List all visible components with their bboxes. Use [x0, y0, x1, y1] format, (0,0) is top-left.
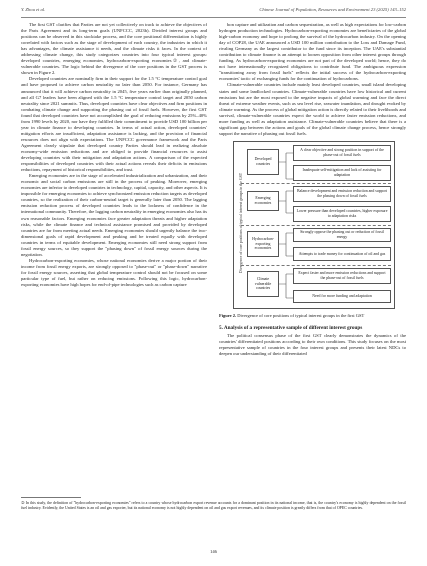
position-box: Attempts to trade money for continuation of oil and gas — [293, 247, 391, 261]
group-climate-vulnerable-countries: Climate vulnerable countries — [247, 271, 279, 297]
connector — [279, 185, 293, 221]
position-box: Inadequate self-mitigation and lack of assisting for adaptation — [293, 165, 391, 181]
position-box: Balance development and emission reduction and support the phasing down of fossil fuels — [293, 186, 391, 202]
body-paragraph: Developed countries are nominally firm in their support for the 1.5 °C temperature control goal and have proposed to achieve carbon neutrality no later than 2050. For instance, Germany has announced that it will achieve carbon neutrality in 2045, five years earlier than originally planned, and all G7 leaders have been aligned with the 1.5 °C temperature control target and 2050 carbon neutrality since 2021 summits. Thus, developed countries have clear objectives and firm positions in combating climate change and supporting the phasing out of fossil fuels. However, the first GST found that developed countries have not accomplished the goal of reducing emissions by 25%–40% from 1990 levels by 2020, nor have they fulfilled their commitment to provide USD 100 billion per year in climate finance to developing countries. In terms of actual action, developed countries' mitigation efforts are insufficient, adaptation assistance is lacking, and the provision of financial resources does not align with expectations. The UNFCCC governance framework and the Paris Agreement clearly stipulate that developed country Parties should lead in realizing absolute economy-wide emission reductions and are obliged to provide financial resources to assist developing countries with their mitigation and adaptation actions. A comparison of the expected responsibilities of developed countries with their actual actions reveals their deficits in emissions reductions, repayment of historical responsibilities, and trust. — [21, 76, 207, 173]
position-box: Need for more funding and adaptation — [293, 290, 391, 303]
footnote-rule — [21, 497, 81, 498]
running-head — [21, 7, 406, 16]
body-paragraph: Hydrocarbon-exporting economies, whose national economies derive a major portion of their income from fossil energy exports, are strongly opposed to "phase-out" or "phase-down" narrative for fossil energy sources, asserting that global temperature control should not be focused on some particular type of fuel, but rather on reducing emissions. Following this logic, hydrocarbon-exporting economies have high hopes for end-of-pipe technologies such as carbon capture — [21, 257, 207, 288]
figure-caption — [219, 313, 406, 319]
group-hydrocarbon-exporting-economies: Hydrocarbon-exporting economies — [247, 231, 279, 257]
left-column — [21, 22, 207, 492]
connector — [279, 149, 293, 185]
caption-text: Divergence of core positions of typical interest groups in the first GST — [237, 312, 365, 318]
group-emerging-economies: Emerging economies — [247, 191, 279, 211]
figure-2 — [233, 141, 395, 309]
position-box: A clear objective and strong position in support of the phase-out of fossil fuels — [293, 145, 391, 161]
section-heading: 5. Analysis of a representative sample of different interest groups — [219, 324, 363, 331]
group-separator — [241, 183, 391, 184]
footnote: ② In this study, the definition of "hydrocarbon-exporting economies" refers to a country whose hydrocarbon export revenue accounts for a dominant position in its national income, that is, the country's economy is highly dependent on the fossil fuel industry. Evidently, the United States is an oil and gas exporter, but its national economy is not highly dependent on oil and gas export revenues, and its climate position is greatly differs from that of OPEC countries. — [21, 501, 406, 510]
body-paragraph: Emerging economies are in the stage of accelerated industrialization and urbanization, and their economic and social carbon emissions are still in the process of peaking. Moreover, emerging economies are inferior to developed countries in technology, capital, capacity, and other aspects. It is impossible for emerging economies to achieve synchronized emission reduction targets as developed countries, so the realization of their carbon-neutral target is generally later than 2050. The lagging emission reduction process of developed countries leads to the lockness of confidence in the international community. Therefore, the lagging carbon neutrality in emerging economies also has its own reasonable factors. Emerging economies face greater adaptation threats and higher adaptation risks, while the climate finance and technical assistance promised and provided by developed countries are far from meeting actual needs. Emerging economies should urgently balance the two-dimensional goals of rapid development and peaking and be treated equally with developed countries in terms of equitable development. Emerging economies still need strong support from fossil energy sources, so they support the "phasing down" of fossil energy sources during the negotiation. — [21, 173, 207, 257]
body-paragraph: The political consensus phase of the first GST clearly demonstrates the dynamics of the countries' differentiated positions according to their own conditions. This study focuses on the most representative sample of countries in the four interest groups and presents their latest NDCs to deepen our understanding of their differentiated — [219, 333, 406, 357]
body-paragraph: The first GST clarifies that Parties are not yet collectively on track to achieve the objectives of the Paris Agreement and its long-term goals (UNFCCC, 2023b). Divided interest groups and positions can be observed in this stocktake process, and the core positional differentiation is highly correlated with factors such as the stage of development of each country, the industries in which it has advantages, the climate assistance it needs, and the climate risks it faces. In the context of addressing climate change, this study categorizes countries into four typical interest groups: developed countries, emerging economies, hydrocarbon-exporting economies②, and climate-vulnerable countries. The logic behind the divergence of the core positions in the GST process is shown in Figure 2. — [21, 22, 207, 76]
connector — [279, 267, 293, 305]
group-separator — [241, 265, 391, 266]
caption-label: Figure 2. — [219, 312, 237, 318]
connector — [279, 227, 293, 263]
page-number: 146 — [210, 549, 217, 554]
group-separator — [241, 225, 391, 226]
running-head-journal: Chinese Journal of Population, Resources and Environment 23 (2025) 143–152 — [259, 7, 406, 12]
right-column — [219, 22, 406, 492]
position-box: Strongly oppose the phasing out or reduction of fossil energy — [293, 228, 391, 242]
position-box: Expect faster and more emission reductions and support the phase-out of fossil fuels — [293, 268, 391, 284]
group-developed-countries: Developed countries — [247, 149, 279, 175]
body-paragraph: bon capture and utilization and carbon sequestration, as well as high expectations for low-carbon hydrogen production technologies. Hydrocarbon-exporting economies are beneficiaries of the global high-carbon economy and hope to prolong the survival of the hydrocarbon industry. On the opening day of COP28, the UAE announced a USD 100 million contribution to the Loss and Damage Fund, rivaling Germany as the largest contributor to the fund since its inception. The UAE's substantial contribution to climate finance is an attempt to loosen opposition from other interest groups through funding. As hydrocarbon-exporting economies are not part of the developed world; hence, they do not have internationally recognized obligations to contribute fund. The ambiguous expression "transitioning away from fossil fuels" reflects the initial success of the hydrocarbon-exporting economies' tactic of exchanging funds for the continuation of hydrocarbons. — [219, 22, 406, 82]
body-paragraph: Climate-vulnerable countries include mainly least developed countries, small island developing states and some landlocked countries. Climate-vulnerable countries have low historical and current emissions but are the most exposed to the negative impacts of global warming and face the direct threat of extreme weather events, such as sea level rise, seawater inundation, and drought evoked by climate warming. As the process of global mitigation action is directly related to their livelihoods and survival, climate-vulnerable countries expect the world to achieve faster emission reductions, and more funding as well as adaptation assistance. Climate-vulnerable countries believe that there is a significant gap between the actions and goals of the global climate change process, hence strongly support the narrative of phasing out fossil fuels. — [219, 82, 406, 136]
header-rule — [21, 17, 406, 18]
running-head-authors: Y. Zhou et al. — [21, 7, 46, 12]
figure-axis-label: Divergence of core positions of typical interest groups in the GST — [239, 172, 243, 273]
position-box: Lower pressure than developed countries, higher exposure to adaptation risks — [293, 206, 391, 222]
